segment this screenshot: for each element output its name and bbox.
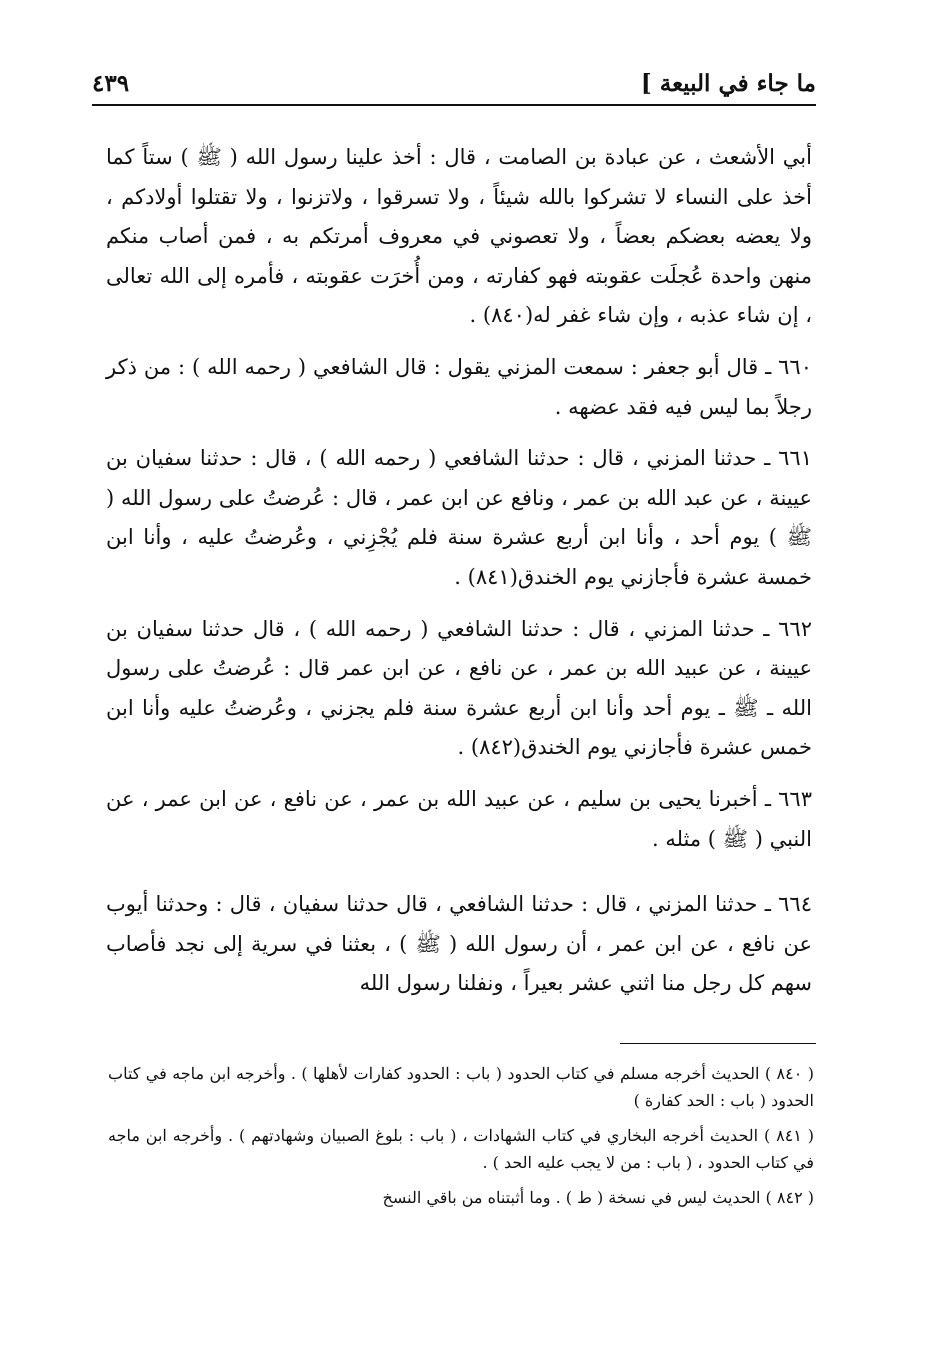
paragraph-662: ٦٦٢ ـ حدثنا المزني ، قال : حدثنا الشافعي ( رحمه الله ) ، قال حدثنا سفيان بن عيينة ، عن عبيد الله بن عمر ، عن نافع ، عن ابن عمر قال : عُرضتُ على رسول الله ـ ﷺ ـ يوم أحد وأنا ابن أربع عشرة سنة فلم يجزني ، وعُرضتُ عليه وأنا ابن خمس عشرة فأجازني يوم الخندق(٨٤٢) . xyxy=(106,616,812,760)
paragraph: أبي الأشعث ، عن عبادة بن الصامت ، قال : أخذ علينا رسول الله ( ﷺ ) ستاً كما أخذ على النساء لا تشركوا بالله شيئاً ، ولا تسرقوا ، ولاتزنوا ، ولا تقتلوا أولادكم ، ولا يعضه بعضكم بعضاً ، ولا تعصوني في معروف أمرتكم به ، فمن أصاب منكم منهن واحدة عُجلَت عقوبته فهو كفارته ، ومن أُخرَت عقوبته ، فأمره إلى الله تعالى ، إن شاء عذبه ، وإن شاء غفر له(٨٤٠) . xyxy=(106,145,812,328)
paragraph-660: ٦٦٠ ـ قال أبو جعفر : سمعت المزني يقول : قال الشافعي ( رحمه الله ) : من ذكر رجلاً بما ليس فيه فقد عضهه . xyxy=(106,354,812,419)
paragraph-663: ٦٦٣ ـ أخبرنا يحيى بن سليم ، عن عبيد الله بن عمر ، عن نافع ، عن ابن عمر ، عن النبي ( ﷺ ) مثله . xyxy=(106,786,812,851)
header-rule xyxy=(92,104,816,106)
paragraph-664: ٦٦٤ ـ حدثنا المزني ، قال : حدثنا الشافعي ، قال حدثنا سفيان ، قال : وحدثنا أيوب عن نافع ، عن ابن عمر ، أن رسول الله ( ﷺ ) ، بعثنا في سرية إلى نجد فأصاب سهم كل رجل منا اثني عشر بعيراً ، ونفلنا رسول الله xyxy=(106,892,812,996)
footnote-separator xyxy=(620,1043,816,1044)
page-number: ٤٣٩ xyxy=(92,70,130,97)
page-header xyxy=(92,66,816,106)
running-title: ما جاء في البيعة ] xyxy=(640,70,816,97)
paragraph-661: ٦٦١ ـ حدثنا المزني ، قال : حدثنا الشافعي ( رحمه الله ) ، قال : حدثنا سفيان بن عيينة ، عن عبد الله بن عمر ، ونافع عن ابن عمر ، قال : عُرضتُ على رسول الله ( ﷺ ) يوم أحد ، وأنا ابن أربع عشرة سنة فلم يُجْزِني ، وعُرضتُ عليه ، وأنا ابن خمسة عشرة فأجازني يوم الخندق(٨٤١) . xyxy=(106,446,812,589)
footnotes xyxy=(108,1060,814,1219)
main-text xyxy=(106,138,812,1016)
footnote-841: ( ٨٤١ ) الحديث أخرجه البخاري في كتاب الشهادات ، ( باب : بلوغ الصبيان وشهادتهم ) . وأخرجه ابن ماجه في كتاب الحدود ، ( باب : من لا يجب عليه الحد ) . xyxy=(108,1126,814,1172)
footnote-842: ( ٨٤٢ ) الحديث ليس في نسخة ( ط ) . وما أثبتناه من باقي النسخ xyxy=(382,1188,814,1207)
footnote-840: ( ٨٤٠ ) الحديث أخرجه مسلم في كتاب الحدود ( باب : الحدود كفارات لأهلها ) . وأخرجه ابن ماجه في كتاب الحدود ( باب : الحد كفارة ) xyxy=(108,1064,814,1110)
